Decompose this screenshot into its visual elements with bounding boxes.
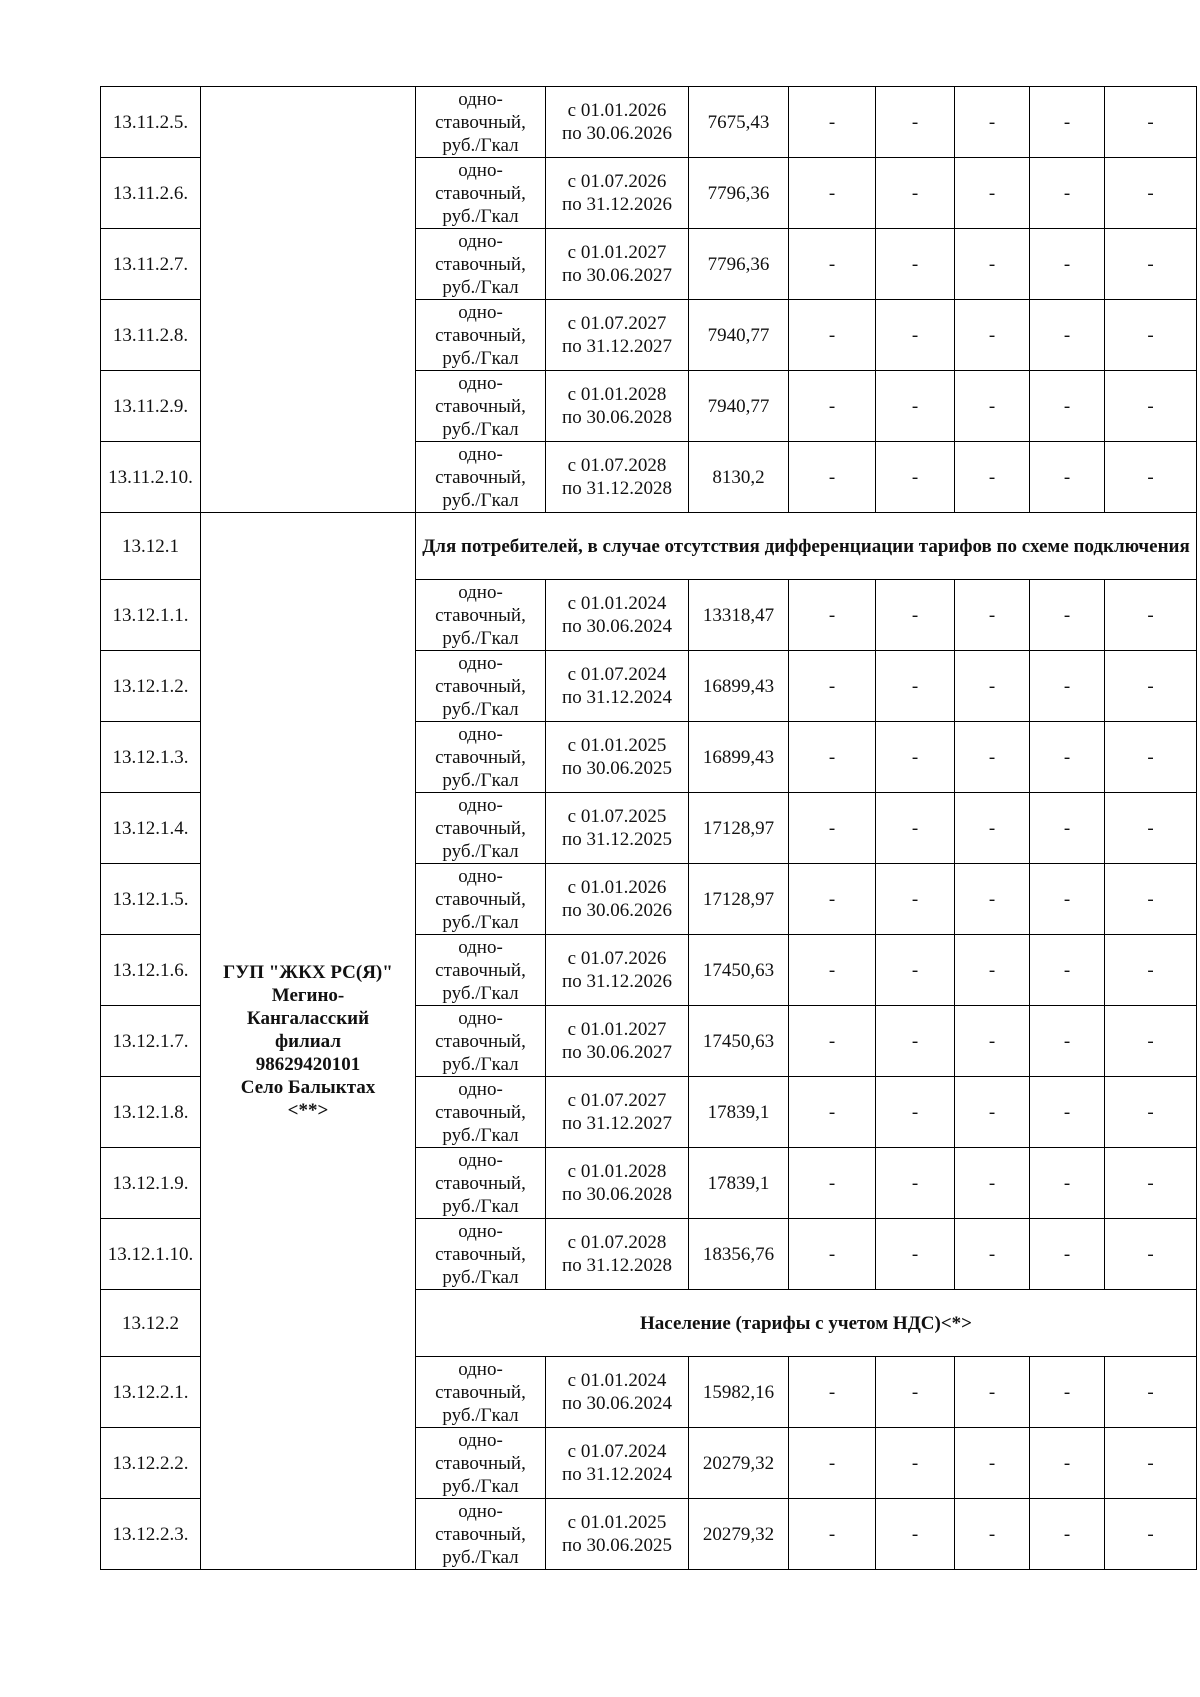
org-cell-continued bbox=[201, 87, 416, 513]
empty-value-dash: - bbox=[955, 935, 1030, 1006]
period-cell bbox=[546, 1148, 689, 1219]
period-to: по 31.12.2027 bbox=[562, 1113, 672, 1134]
rate-type-line: одно- bbox=[458, 1429, 503, 1451]
tariff-value: 17450,63 bbox=[689, 1006, 789, 1077]
rate-type-cell bbox=[416, 371, 546, 442]
rate-type-line: руб./Гкал bbox=[442, 205, 519, 227]
period-from: с 01.01.2026 bbox=[567, 877, 667, 898]
rate-type-line: руб./Гкал bbox=[442, 418, 519, 440]
rate-type-cell bbox=[416, 1006, 546, 1077]
tariff-value: 16899,43 bbox=[689, 722, 789, 793]
period-from: с 01.01.2024 bbox=[567, 1370, 667, 1391]
rate-type-line: руб./Гкал bbox=[442, 698, 519, 720]
rate-type-line: одно- bbox=[458, 1078, 503, 1100]
period-cell bbox=[546, 1428, 689, 1499]
tariff-value: 17839,1 bbox=[689, 1077, 789, 1148]
section-title: Население (тарифы с учетом НДС)<*> bbox=[416, 1290, 1197, 1357]
rate-type-line: ставочный, bbox=[435, 324, 526, 346]
empty-value-dash: - bbox=[1105, 864, 1197, 935]
empty-value-dash: - bbox=[789, 651, 876, 722]
organization-line: <**> bbox=[287, 1099, 329, 1121]
rate-type-line: одно- bbox=[458, 1149, 503, 1171]
rate-type-cell bbox=[416, 300, 546, 371]
period-from: с 01.07.2028 bbox=[567, 455, 667, 476]
empty-value-dash: - bbox=[789, 1219, 876, 1290]
period-cell bbox=[546, 651, 689, 722]
row-number: 13.12.1.9. bbox=[101, 1148, 201, 1219]
rate-type-line: ставочный, bbox=[435, 675, 526, 697]
empty-value-dash: - bbox=[955, 580, 1030, 651]
tariff-value: 17128,97 bbox=[689, 864, 789, 935]
rate-type-line: руб./Гкал bbox=[442, 840, 519, 862]
rate-type-line: одно- bbox=[458, 723, 503, 745]
row-number: 13.12.2.2. bbox=[101, 1428, 201, 1499]
empty-value-dash: - bbox=[789, 864, 876, 935]
empty-value-dash: - bbox=[876, 793, 955, 864]
empty-value-dash: - bbox=[1105, 1006, 1197, 1077]
period-cell bbox=[546, 864, 689, 935]
rate-type-line: руб./Гкал bbox=[442, 1546, 519, 1568]
rate-type-line: ставочный, bbox=[435, 1243, 526, 1265]
rate-type-line: одно- bbox=[458, 1007, 503, 1029]
rate-type-line: одно- bbox=[458, 443, 503, 465]
period-from: с 01.07.2027 bbox=[567, 313, 667, 334]
empty-value-dash: - bbox=[876, 1077, 955, 1148]
empty-value-dash: - bbox=[1030, 651, 1105, 722]
period-to: по 30.06.2024 bbox=[562, 616, 672, 637]
empty-value-dash: - bbox=[1030, 371, 1105, 442]
period-to: по 31.12.2024 bbox=[562, 1464, 672, 1485]
empty-value-dash: - bbox=[1030, 1428, 1105, 1499]
section-number: 13.12.2 bbox=[101, 1290, 201, 1357]
empty-value-dash: - bbox=[876, 1148, 955, 1219]
rate-type-line: ставочный, bbox=[435, 1101, 526, 1123]
rate-type-line: ставочный, bbox=[435, 604, 526, 626]
period-cell bbox=[546, 935, 689, 1006]
empty-value-dash: - bbox=[1030, 1148, 1105, 1219]
period-to: по 30.06.2027 bbox=[562, 265, 672, 286]
rate-type-line: ставочный, bbox=[435, 466, 526, 488]
tariff-value: 7796,36 bbox=[689, 229, 789, 300]
empty-value-dash: - bbox=[789, 580, 876, 651]
rate-type-line: ставочный, bbox=[435, 817, 526, 839]
empty-value-dash: - bbox=[876, 580, 955, 651]
period-to: по 31.12.2025 bbox=[562, 829, 672, 850]
period-cell bbox=[546, 442, 689, 513]
empty-value-dash: - bbox=[955, 229, 1030, 300]
rate-type-line: ставочный, bbox=[435, 959, 526, 981]
tariff-value: 16899,43 bbox=[689, 651, 789, 722]
row-number: 13.12.1.7. bbox=[101, 1006, 201, 1077]
period-cell bbox=[546, 1357, 689, 1428]
empty-value-dash: - bbox=[876, 1499, 955, 1570]
rate-type-cell bbox=[416, 1428, 546, 1499]
empty-value-dash: - bbox=[955, 793, 1030, 864]
empty-value-dash: - bbox=[1105, 1219, 1197, 1290]
rate-type-line: ставочный, bbox=[435, 1030, 526, 1052]
empty-value-dash: - bbox=[1105, 1428, 1197, 1499]
row-number: 13.12.1.2. bbox=[101, 651, 201, 722]
row-number: 13.12.2.3. bbox=[101, 1499, 201, 1570]
empty-value-dash: - bbox=[876, 300, 955, 371]
empty-value-dash: - bbox=[1105, 580, 1197, 651]
empty-value-dash: - bbox=[789, 1499, 876, 1570]
period-from: с 01.07.2028 bbox=[567, 1232, 667, 1253]
empty-value-dash: - bbox=[1105, 87, 1197, 158]
period-to: по 30.06.2028 bbox=[562, 407, 672, 428]
empty-value-dash: - bbox=[1030, 158, 1105, 229]
rate-type-line: одно- bbox=[458, 230, 503, 252]
rate-type-cell bbox=[416, 1499, 546, 1570]
period-cell bbox=[546, 229, 689, 300]
empty-value-dash: - bbox=[955, 1499, 1030, 1570]
rate-type-line: ставочный, bbox=[435, 1452, 526, 1474]
empty-value-dash: - bbox=[876, 87, 955, 158]
tariff-value: 7940,77 bbox=[689, 371, 789, 442]
empty-value-dash: - bbox=[876, 229, 955, 300]
empty-value-dash: - bbox=[789, 229, 876, 300]
organization-line: Село Балыктах bbox=[240, 1076, 376, 1098]
period-cell bbox=[546, 1006, 689, 1077]
rate-type-line: ставочный, bbox=[435, 888, 526, 910]
empty-value-dash: - bbox=[1030, 864, 1105, 935]
tariff-table bbox=[100, 86, 1197, 1570]
period-to: по 31.12.2026 bbox=[562, 194, 672, 215]
empty-value-dash: - bbox=[1105, 722, 1197, 793]
period-from: с 01.07.2024 bbox=[567, 664, 667, 685]
period-from: с 01.07.2024 bbox=[567, 1441, 667, 1462]
empty-value-dash: - bbox=[955, 1148, 1030, 1219]
period-to: по 30.06.2024 bbox=[562, 1393, 672, 1414]
row-number: 13.11.2.5. bbox=[101, 87, 201, 158]
rate-type-line: руб./Гкал bbox=[442, 769, 519, 791]
tariff-value: 7940,77 bbox=[689, 300, 789, 371]
empty-value-dash: - bbox=[955, 864, 1030, 935]
row-number: 13.12.1.6. bbox=[101, 935, 201, 1006]
rate-type-line: ставочный, bbox=[435, 111, 526, 133]
rate-type-line: руб./Гкал bbox=[442, 1404, 519, 1426]
empty-value-dash: - bbox=[876, 442, 955, 513]
rate-type-line: руб./Гкал bbox=[442, 1053, 519, 1075]
period-cell bbox=[546, 87, 689, 158]
empty-value-dash: - bbox=[1030, 229, 1105, 300]
period-to: по 30.06.2025 bbox=[562, 758, 672, 779]
empty-value-dash: - bbox=[1030, 1006, 1105, 1077]
rate-type-line: руб./Гкал bbox=[442, 1195, 519, 1217]
period-to: по 30.06.2028 bbox=[562, 1184, 672, 1205]
period-from: с 01.01.2027 bbox=[567, 242, 667, 263]
empty-value-dash: - bbox=[955, 300, 1030, 371]
rate-type-line: ставочный, bbox=[435, 253, 526, 275]
rate-type-cell bbox=[416, 1077, 546, 1148]
empty-value-dash: - bbox=[1105, 229, 1197, 300]
tariff-value: 8130,2 bbox=[689, 442, 789, 513]
period-from: с 01.01.2028 bbox=[567, 1161, 667, 1182]
empty-value-dash: - bbox=[876, 1006, 955, 1077]
empty-value-dash: - bbox=[1030, 87, 1105, 158]
empty-value-dash: - bbox=[1030, 1499, 1105, 1570]
period-cell bbox=[546, 371, 689, 442]
rate-type-cell bbox=[416, 1148, 546, 1219]
period-from: с 01.01.2025 bbox=[567, 1512, 667, 1533]
empty-value-dash: - bbox=[1105, 1077, 1197, 1148]
empty-value-dash: - bbox=[876, 722, 955, 793]
empty-value-dash: - bbox=[876, 1428, 955, 1499]
tariff-value: 7796,36 bbox=[689, 158, 789, 229]
empty-value-dash: - bbox=[955, 158, 1030, 229]
period-to: по 30.06.2026 bbox=[562, 123, 672, 144]
rate-type-line: одно- bbox=[458, 1500, 503, 1522]
row-number: 13.12.1.5. bbox=[101, 864, 201, 935]
rate-type-cell bbox=[416, 864, 546, 935]
rate-type-line: руб./Гкал bbox=[442, 1266, 519, 1288]
section-title: Для потребителей, в случае отсутствия дифференциации тарифов по схеме подключения bbox=[416, 513, 1197, 580]
period-to: по 31.12.2026 bbox=[562, 971, 672, 992]
empty-value-dash: - bbox=[955, 1357, 1030, 1428]
empty-value-dash: - bbox=[876, 935, 955, 1006]
period-from: с 01.01.2025 bbox=[567, 735, 667, 756]
period-cell bbox=[546, 1499, 689, 1570]
empty-value-dash: - bbox=[955, 1428, 1030, 1499]
empty-value-dash: - bbox=[955, 651, 1030, 722]
empty-value-dash: - bbox=[1105, 1499, 1197, 1570]
tariff-value: 7675,43 bbox=[689, 87, 789, 158]
tariff-value: 18356,76 bbox=[689, 1219, 789, 1290]
table-row bbox=[101, 87, 1197, 158]
empty-value-dash: - bbox=[876, 158, 955, 229]
empty-value-dash: - bbox=[1105, 1357, 1197, 1428]
rate-type-line: одно- bbox=[458, 1358, 503, 1380]
rate-type-line: руб./Гкал bbox=[442, 134, 519, 156]
empty-value-dash: - bbox=[1105, 1148, 1197, 1219]
period-from: с 01.01.2026 bbox=[567, 100, 667, 121]
empty-value-dash: - bbox=[955, 1077, 1030, 1148]
empty-value-dash: - bbox=[1105, 158, 1197, 229]
organization-line: 98629420101 bbox=[255, 1053, 361, 1075]
empty-value-dash: - bbox=[789, 442, 876, 513]
empty-value-dash: - bbox=[1105, 442, 1197, 513]
empty-value-dash: - bbox=[876, 864, 955, 935]
tariff-value: 13318,47 bbox=[689, 580, 789, 651]
period-cell bbox=[546, 158, 689, 229]
rate-type-cell bbox=[416, 1219, 546, 1290]
period-cell bbox=[546, 793, 689, 864]
period-to: по 31.12.2024 bbox=[562, 687, 672, 708]
rate-type-line: одно- bbox=[458, 1220, 503, 1242]
period-cell bbox=[546, 1077, 689, 1148]
empty-value-dash: - bbox=[1030, 300, 1105, 371]
row-number: 13.12.1.1. bbox=[101, 580, 201, 651]
period-cell bbox=[546, 580, 689, 651]
empty-value-dash: - bbox=[789, 793, 876, 864]
tariff-value: 20279,32 bbox=[689, 1499, 789, 1570]
empty-value-dash: - bbox=[789, 371, 876, 442]
empty-value-dash: - bbox=[1105, 651, 1197, 722]
rate-type-line: руб./Гкал bbox=[442, 627, 519, 649]
rate-type-cell bbox=[416, 722, 546, 793]
rate-type-line: ставочный, bbox=[435, 395, 526, 417]
empty-value-dash: - bbox=[789, 1148, 876, 1219]
tariff-value: 20279,32 bbox=[689, 1428, 789, 1499]
rate-type-cell bbox=[416, 1357, 546, 1428]
period-from: с 01.01.2027 bbox=[567, 1019, 667, 1040]
empty-value-dash: - bbox=[876, 1219, 955, 1290]
rate-type-cell bbox=[416, 580, 546, 651]
rate-type-line: одно- bbox=[458, 581, 503, 603]
rate-type-line: руб./Гкал bbox=[442, 347, 519, 369]
rate-type-line: ставочный, bbox=[435, 1172, 526, 1194]
empty-value-dash: - bbox=[955, 722, 1030, 793]
empty-value-dash: - bbox=[1030, 1077, 1105, 1148]
rate-type-line: ставочный, bbox=[435, 182, 526, 204]
rate-type-line: руб./Гкал bbox=[442, 1475, 519, 1497]
rate-type-cell bbox=[416, 229, 546, 300]
rate-type-line: ставочный, bbox=[435, 1381, 526, 1403]
period-to: по 31.12.2028 bbox=[562, 478, 672, 499]
period-cell bbox=[546, 1219, 689, 1290]
empty-value-dash: - bbox=[789, 300, 876, 371]
empty-value-dash: - bbox=[955, 1006, 1030, 1077]
row-number: 13.11.2.10. bbox=[101, 442, 201, 513]
rate-type-cell bbox=[416, 935, 546, 1006]
rate-type-line: руб./Гкал bbox=[442, 982, 519, 1004]
empty-value-dash: - bbox=[955, 87, 1030, 158]
empty-value-dash: - bbox=[876, 1357, 955, 1428]
row-number: 13.12.1.10. bbox=[101, 1219, 201, 1290]
organization-line: ГУП "ЖКХ РС(Я)" bbox=[223, 961, 393, 983]
rate-type-cell bbox=[416, 793, 546, 864]
empty-value-dash: - bbox=[1030, 935, 1105, 1006]
empty-value-dash: - bbox=[876, 371, 955, 442]
tariff-value: 17450,63 bbox=[689, 935, 789, 1006]
row-number: 13.11.2.7. bbox=[101, 229, 201, 300]
tariff-value: 15982,16 bbox=[689, 1357, 789, 1428]
empty-value-dash: - bbox=[789, 722, 876, 793]
section-number: 13.12.1 bbox=[101, 513, 201, 580]
period-from: с 01.07.2026 bbox=[567, 171, 667, 192]
rate-type-line: руб./Гкал bbox=[442, 489, 519, 511]
organization-cell bbox=[201, 513, 416, 1570]
rate-type-line: руб./Гкал bbox=[442, 276, 519, 298]
empty-value-dash: - bbox=[789, 1357, 876, 1428]
rate-type-cell bbox=[416, 158, 546, 229]
empty-value-dash: - bbox=[1105, 371, 1197, 442]
empty-value-dash: - bbox=[789, 1006, 876, 1077]
empty-value-dash: - bbox=[1105, 935, 1197, 1006]
empty-value-dash: - bbox=[789, 1428, 876, 1499]
period-from: с 01.07.2027 bbox=[567, 1090, 667, 1111]
period-to: по 31.12.2027 bbox=[562, 336, 672, 357]
rate-type-line: одно- bbox=[458, 865, 503, 887]
tariff-value: 17839,1 bbox=[689, 1148, 789, 1219]
empty-value-dash: - bbox=[1030, 580, 1105, 651]
rate-type-line: одно- bbox=[458, 794, 503, 816]
period-from: с 01.01.2028 bbox=[567, 384, 667, 405]
row-number: 13.12.2.1. bbox=[101, 1357, 201, 1428]
empty-value-dash: - bbox=[1030, 793, 1105, 864]
empty-value-dash: - bbox=[1105, 793, 1197, 864]
rate-type-line: одно- bbox=[458, 936, 503, 958]
organization-line: Кангаласский bbox=[246, 1007, 370, 1029]
period-cell bbox=[546, 722, 689, 793]
empty-value-dash: - bbox=[1030, 1219, 1105, 1290]
rate-type-line: руб./Гкал bbox=[442, 1124, 519, 1146]
empty-value-dash: - bbox=[876, 651, 955, 722]
organization-line: Мегино- bbox=[271, 984, 345, 1006]
row-number: 13.12.1.4. bbox=[101, 793, 201, 864]
period-cell bbox=[546, 300, 689, 371]
empty-value-dash: - bbox=[955, 442, 1030, 513]
row-number: 13.11.2.6. bbox=[101, 158, 201, 229]
rate-type-line: ставочный, bbox=[435, 1523, 526, 1545]
empty-value-dash: - bbox=[1030, 442, 1105, 513]
period-to: по 30.06.2027 bbox=[562, 1042, 672, 1063]
period-from: с 01.07.2026 bbox=[567, 948, 667, 969]
empty-value-dash: - bbox=[789, 158, 876, 229]
empty-value-dash: - bbox=[955, 371, 1030, 442]
rate-type-cell bbox=[416, 651, 546, 722]
section-row bbox=[101, 513, 1197, 580]
empty-value-dash: - bbox=[789, 87, 876, 158]
empty-value-dash: - bbox=[1105, 300, 1197, 371]
rate-type-line: ставочный, bbox=[435, 746, 526, 768]
period-to: по 30.06.2025 bbox=[562, 1535, 672, 1556]
rate-type-cell bbox=[416, 442, 546, 513]
row-number: 13.12.1.8. bbox=[101, 1077, 201, 1148]
rate-type-line: одно- bbox=[458, 372, 503, 394]
empty-value-dash: - bbox=[789, 935, 876, 1006]
rate-type-line: одно- bbox=[458, 159, 503, 181]
organization-line: филиал bbox=[274, 1030, 342, 1052]
rate-type-line: руб./Гкал bbox=[442, 911, 519, 933]
rate-type-line: одно- bbox=[458, 301, 503, 323]
period-from: с 01.01.2024 bbox=[567, 593, 667, 614]
row-number: 13.12.1.3. bbox=[101, 722, 201, 793]
row-number: 13.11.2.9. bbox=[101, 371, 201, 442]
rate-type-cell bbox=[416, 87, 546, 158]
empty-value-dash: - bbox=[789, 1077, 876, 1148]
rate-type-line: одно- bbox=[458, 88, 503, 110]
empty-value-dash: - bbox=[1030, 722, 1105, 793]
row-number: 13.11.2.8. bbox=[101, 300, 201, 371]
period-to: по 30.06.2026 bbox=[562, 900, 672, 921]
tariff-value: 17128,97 bbox=[689, 793, 789, 864]
period-from: с 01.07.2025 bbox=[567, 806, 667, 827]
period-to: по 31.12.2028 bbox=[562, 1255, 672, 1276]
rate-type-line: одно- bbox=[458, 652, 503, 674]
empty-value-dash: - bbox=[955, 1219, 1030, 1290]
empty-value-dash: - bbox=[1030, 1357, 1105, 1428]
